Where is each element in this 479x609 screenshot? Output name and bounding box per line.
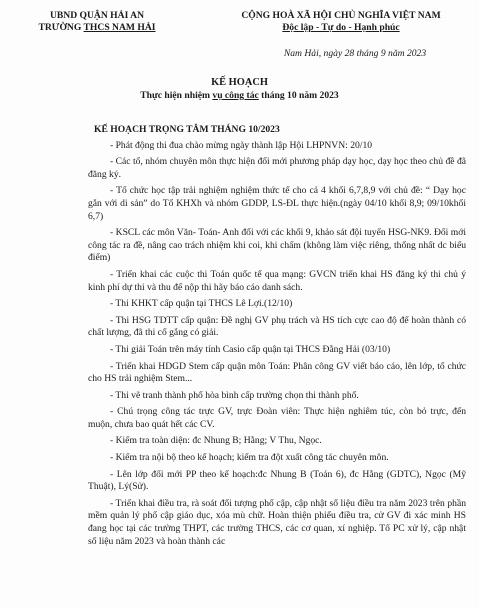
plan-item: - Triển khai HDGD Stem cấp quận môn Toán: Phân công GV viết báo cáo, lên lớp, tổ chức cho HS trải nghiệm Stem... <box>88 360 466 385</box>
plan-item: - Triển khai các cuộc thi Toán quốc tế qua mạng: GVCN triển khai HS đăng ký thi chủ ý kinh phí dự thi và thu để nộp thi hãy báo cáo danh sách. <box>88 268 466 293</box>
school-name-underlined: THCS NAM HẢI <box>83 22 156 33</box>
plan-item: - Thi vẽ tranh thành phố hòa bình cấp trường chọn thi thành phố. <box>110 389 359 401</box>
subtitle-suffix: tháng 10 năm 2023 <box>258 90 339 101</box>
document-subtitle <box>0 90 479 103</box>
national-header <box>216 10 466 34</box>
issuing-organization <box>17 10 177 34</box>
plan-item: - Chú trọng công tác trực GV, trực Đoàn viên: Thực hiện nghiêm túc, còn bỏ trực, đến muộn, chưa bao quát hết các CV. <box>88 406 466 430</box>
plan-item: - Thi giải Toán trên máy tính Casio cấp quận tại THCS Đằng Hải (03/10) <box>110 343 391 355</box>
plan-item: - Tổ chức học tập trải nghiệm nghiệm thức tế cho cả 4 khối 6,7,8,9 với chủ đề: “ Dạy học gắn với di sản” do Tổ KHXh và nhóm GDDP, LS-ĐL thực hiện.(ngày 04/10 khối 8,9; 09/10khối 6,7) <box>88 185 466 222</box>
plan-item: - Kiểm tra toàn diện: đc Nhung B; Hằng; V Thu, Ngọc. <box>110 435 322 447</box>
plan-item: - Triển khai điều tra, rà soát đối tượng phổ cập, cập nhật số liệu điều tra năm 2023 trên phần mềm quản lý phổ cập giáo dục, xóa mù chữ. Hoàn thiện phiếu điều tra, cử GV đi xác minh HS đang học tại các trường THPT, các trường THCS, các cơ quan, xí nghiệp. Tổ PC xử lý, cập nhật số liệu năm 2023 và hoàn thành các <box>88 497 466 547</box>
document-body <box>88 124 466 552</box>
plan-item: - Các tổ, nhóm chuyên môn thực hiện đổi mới phương pháp dạy học, dạy học theo chủ đề đã đăng ký. <box>88 156 466 180</box>
plan-item: - Thi HSG TDTT cấp quận: Đề nghị GV phụ trách và HS tích cực cao độ để hoàn thành có chất lượng, đã thi cố gắng có giải. <box>88 314 466 339</box>
plan-item: - Thi KHKT cấp quận tại THCS Lê Lợi.(12/10) <box>110 298 293 310</box>
plan-item: - Kiểm tra nội bộ theo kế hoạch; kiểm tra đột xuất công tác chuyên môn. <box>110 452 389 464</box>
plan-item: - Lên lớp đổi mới PP theo kế hoạch:đc Nhung B (Toán 6), đc Hằng (GDTC), Ngọc (Mỹ Thuật), Lý(Sử). <box>88 468 466 493</box>
subtitle-underlined: vụ công tác <box>212 90 259 101</box>
school-name <box>17 22 177 34</box>
school-prefix: TRƯỜNG <box>38 22 84 33</box>
org-name: UBND QUẬN HẢI AN <box>49 10 145 21</box>
subtitle-prefix: Thực hiện nhiệm <box>140 90 213 101</box>
plan-item: - KSCL các môn Văn- Toán- Anh đối với các khối 9, khảo sát đội tuyển HSG-NK9. Đổi mới công tác ra đề, nâng cao trách nhiệm khi coi, khi chấm (không làm việc riêng, thống nhất dc biểu điểm) <box>88 227 466 264</box>
nation-title: CỘNG HOÀ XÃ HỘI CHỦ NGHĨA VIỆT NAM <box>241 10 441 21</box>
document-date: Nam Hải, ngày 28 tháng 9 năm 2023 <box>283 48 427 59</box>
document-title: KẾ HOẠCH <box>211 77 268 88</box>
plan-item: - Phát động thi đua chào mừng ngày thành lập Hội LHPNVN: 20/10 <box>110 139 373 151</box>
section-heading: KẾ HOẠCH TRỌNG TÂM THÁNG 10/2023 <box>94 124 280 135</box>
motto: Độc lập - Tự do - Hạnh phúc <box>282 22 400 33</box>
